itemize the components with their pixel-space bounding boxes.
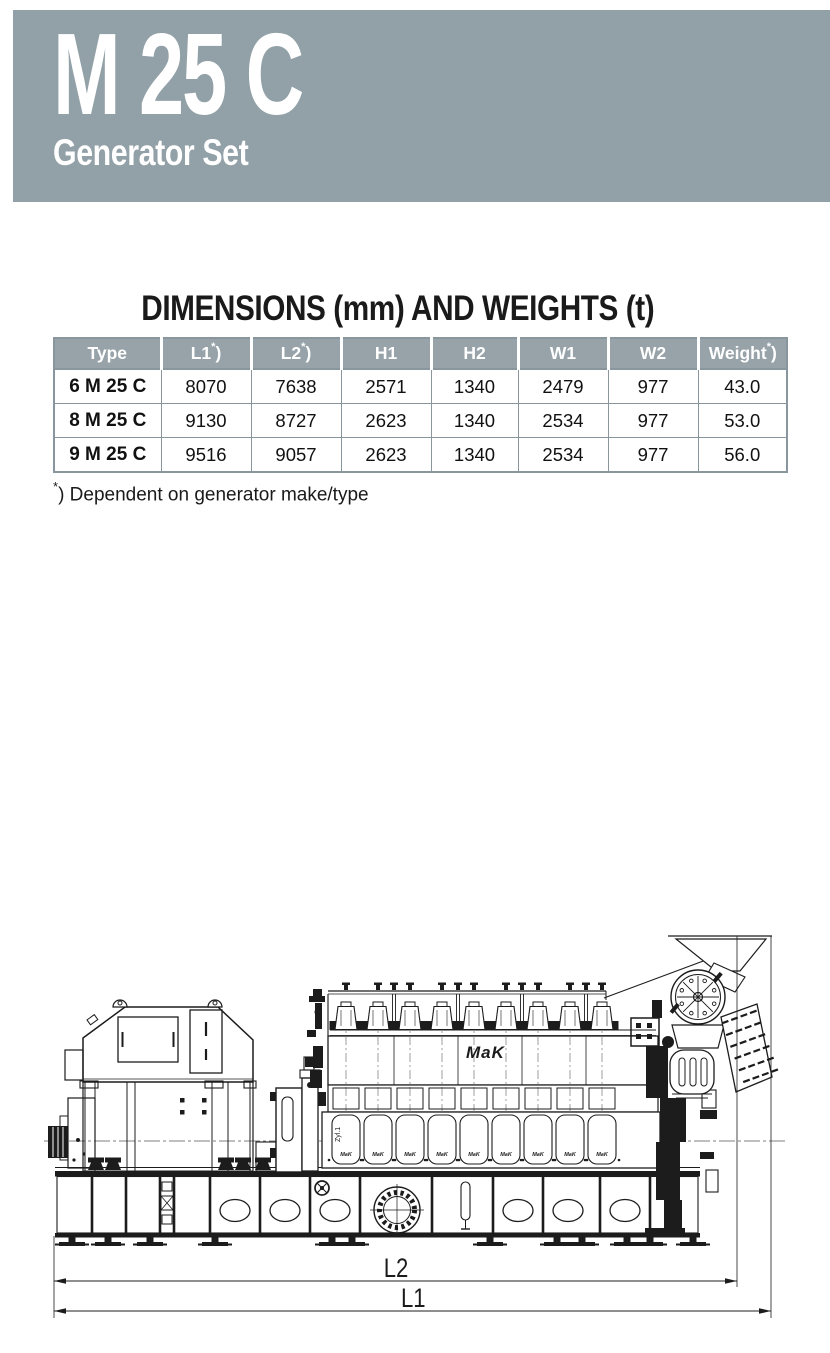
resilient-mounts xyxy=(88,1158,271,1171)
crankcase-door-brand-label: MaK xyxy=(564,1152,576,1158)
column-header: W1 xyxy=(518,338,608,369)
engine-type-cell: 6 M 25 C xyxy=(54,369,161,404)
footnote-asterisk: * xyxy=(53,479,59,494)
turbocharger-spokes xyxy=(677,976,719,1018)
table-cell: 2571 xyxy=(341,369,431,404)
table-cell: 1340 xyxy=(431,438,518,473)
dim-label-l1: L1 xyxy=(400,1284,426,1314)
model-subtitle: Generator Set xyxy=(53,132,249,173)
table-cell: 7638 xyxy=(251,369,341,404)
engine-type-cell: 9 M 25 C xyxy=(54,438,161,473)
crankcase-door-brand-label: MaK xyxy=(468,1152,480,1158)
table-cell: 9057 xyxy=(251,438,341,473)
brand-logo: MaK xyxy=(466,1043,505,1062)
base-frame-drawing xyxy=(55,1168,700,1238)
table-cell: 9130 xyxy=(161,404,251,438)
table-cell: 43.0 xyxy=(698,369,787,404)
flywheel-flange-icon xyxy=(370,1184,424,1236)
dim-label-l2: L2 xyxy=(383,1254,409,1284)
section-title-text: DIMENSIONS (mm) AND WEIGHTS (t) xyxy=(141,289,655,328)
footnote-text: ) Dependent on generator make/type xyxy=(58,484,369,506)
base-frame-handholes xyxy=(220,1200,640,1222)
table-cell: 56.0 xyxy=(698,438,787,473)
table-cell: 977 xyxy=(608,369,698,404)
crankcase-door-brand-label: MaK xyxy=(372,1152,384,1158)
generator-drawing xyxy=(48,1000,256,1171)
table-cell: 9516 xyxy=(161,438,251,473)
column-header: Type xyxy=(54,338,161,369)
table-cell: 977 xyxy=(608,404,698,438)
column-header: H2 xyxy=(431,338,518,369)
table-cell: 2534 xyxy=(518,404,608,438)
table-cell: 2534 xyxy=(518,438,608,473)
crankcase-door-brand-label: MaK xyxy=(596,1152,608,1158)
table-cell: 1340 xyxy=(431,404,518,438)
table-cell: 2479 xyxy=(518,369,608,404)
table-cell: 2623 xyxy=(341,404,431,438)
crankcase-door-brand-label: MaK xyxy=(500,1152,512,1158)
crankcase-doors xyxy=(328,1115,621,1164)
column-header: L2*) xyxy=(251,338,341,369)
crankcase-door-brand-label: MaK xyxy=(404,1152,416,1158)
cylinder-1-label: Zyl.1 xyxy=(335,1126,342,1142)
model-title: M 25 C xyxy=(53,9,303,139)
table-cell: 2623 xyxy=(341,438,431,473)
engine-type-cell: 8 M 25 C xyxy=(54,404,161,438)
table-cell: 8070 xyxy=(161,369,251,404)
table-cell: 8727 xyxy=(251,404,341,438)
column-header: L1*) xyxy=(161,338,251,369)
column-header: Weight*) xyxy=(698,338,787,369)
mounting-feet xyxy=(55,1238,710,1247)
crankcase-door-brand-label: MaK xyxy=(340,1152,352,1158)
crankcase-door-brand-label: MaK xyxy=(436,1152,448,1158)
table-cell: 977 xyxy=(608,438,698,473)
crankcase-door-brand-label: MaK xyxy=(532,1152,544,1158)
column-header: H1 xyxy=(341,338,431,369)
table-cell: 53.0 xyxy=(698,404,787,438)
column-header: W2 xyxy=(608,338,698,369)
table-cell: 1340 xyxy=(431,369,518,404)
